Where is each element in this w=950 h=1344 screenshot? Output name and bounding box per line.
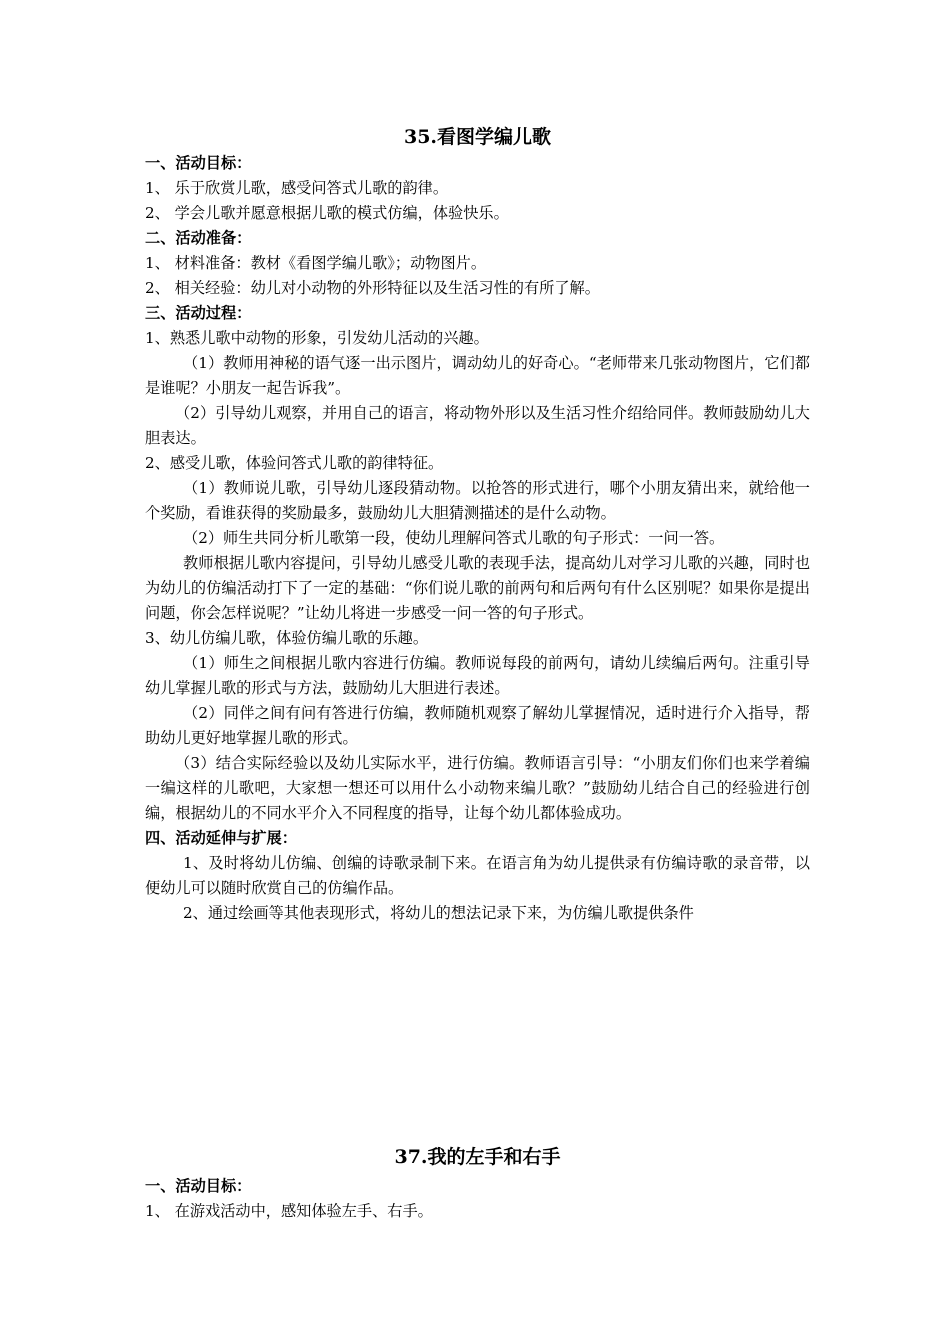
extension-item: 2、通过绘画等其他表现形式，将幼儿的想法记录下来，为仿编儿歌提供条件 [183, 904, 694, 922]
process-heading: 三、活动过程： [145, 304, 252, 322]
process-substep: （1）教师说儿歌，引导幼儿逐段猜动物。以抢答的形式进行，哪个小朋友猜出来，就给他一个奖励，看谁获得的奖励最多，鼓励幼儿大胆猜测描述的是什么动物。 [145, 479, 810, 522]
goals-heading: 一、活动目标： [145, 1177, 252, 1195]
process-substep: （1）教师用神秘的语气逐一出示图片，调动幼儿的好奇心。“老师带来几张动物图片，它们都是谁呢？小朋友一起告诉我”。 [145, 354, 810, 397]
lesson-title: 37.我的左手和右手 [394, 1146, 561, 1168]
process-substep: （3）结合实际经验以及幼儿实际水平，进行仿编。教师语言引导：“小朋友们你们也来学着编一编这样的儿歌吧，大家想一想还可以用什么小动物来编儿歌？”鼓励幼儿结合自己的经验进行创编，根据幼儿的不同水平介入不同程度的指导，让每个幼儿都体验成功。 [145, 754, 810, 822]
process-substep: （2）师生共同分析儿歌第一段，使幼儿理解问答式儿歌的句子形式：一问一答。 [183, 529, 725, 547]
process-step: 2、感受儿歌，体验问答式儿歌的韵律特征。 [145, 454, 444, 472]
goal-item: 2、 学会儿歌并愿意根据儿歌的模式仿编，体验快乐。 [145, 204, 509, 222]
goals-heading: 一、活动目标： [145, 154, 252, 172]
prep-item: 1、 材料准备：教材《看图学编儿歌》；动物图片。 [145, 254, 487, 272]
process-paragraph: 教师根据儿歌内容提问，引导幼儿感受儿歌的表现手法，提高幼儿对学习儿歌的兴趣，同时也为幼儿的仿编活动打下了一定的基础：“你们说儿歌的前两句和后两句有什么区别呢？如果你是提出问题，你会怎样说呢？”让幼儿将进一步感受一问一答的句子形式。 [145, 554, 810, 622]
extension-heading: 四、活动延伸与扩展： [145, 829, 297, 847]
prep-item: 2、 相关经验：幼儿对小动物的外形特征以及生活习性的有所了解。 [145, 279, 600, 297]
process-step: 1、熟悉儿歌中动物的形象，引发幼儿活动的兴趣。 [145, 329, 489, 347]
process-step: 3、幼儿仿编儿歌，体验仿编儿歌的乐趣。 [145, 629, 429, 647]
process-substep: （2）引导幼儿观察，并用自己的语言，将动物外形以及生活习性介绍给同伴。教师鼓励幼儿大胆表达。 [145, 404, 810, 447]
goal-item: 1、 在游戏活动中，感知体验左手、右手。 [145, 1202, 433, 1220]
extension-item: 1、及时将幼儿仿编、创编的诗歌录制下来。在语言角为幼儿提供录有仿编诗歌的录音带，以便幼儿可以随时欣赏自己的仿编作品。 [145, 854, 810, 897]
lesson-35 [145, 124, 810, 926]
lesson-title: 35.看图学编儿歌 [403, 126, 552, 148]
prep-heading: 二、活动准备： [145, 229, 252, 247]
process-substep: （1）师生之间根据儿歌内容进行仿编。教师说每段的前两句，请幼儿续编后两句。注重引导幼儿掌握儿歌的形式与方法，鼓励幼儿大胆进行表述。 [145, 654, 810, 697]
lesson-37 [145, 1144, 810, 1224]
goal-item: 1、 乐于欣赏儿歌，感受问答式儿歌的韵律。 [145, 179, 449, 197]
process-substep: （2）同伴之间有问有答进行仿编，教师随机观察了解幼儿掌握情况，适时进行介入指导，帮助幼儿更好地掌握儿歌的形式。 [145, 704, 810, 747]
